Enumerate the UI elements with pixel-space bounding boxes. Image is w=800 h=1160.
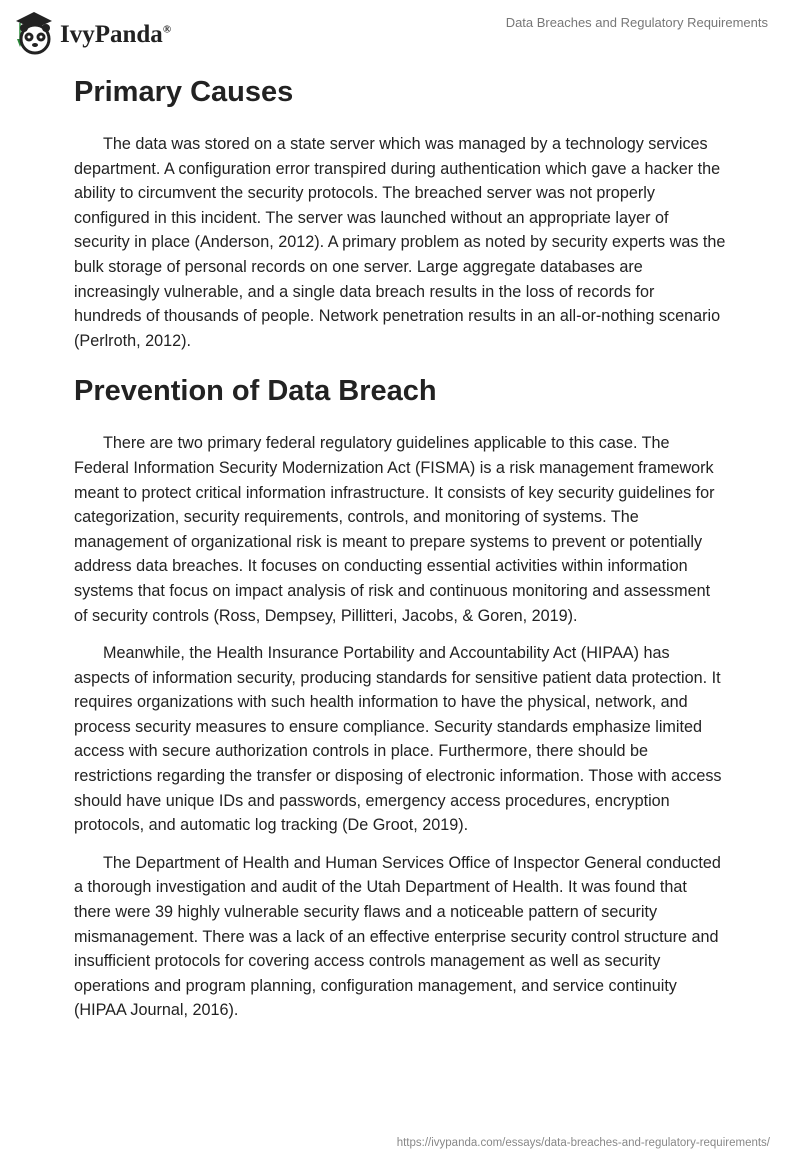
logo-text: IvyPanda® <box>60 21 172 48</box>
paragraph: The Department of Health and Human Services Office of Inspector General conducted a thorough investigation and audit of the Utah Department of Health. It was found that there were 39 highly vulnerable security flaws and a noticeable pattern of security mismanagement. There was a lack of an effective enterprise security control structure and insufficient protocols for covering access controls management as well as security operations and program planning, configuration management, and service continuity (HIPAA Journal, 2016). <box>74 853 721 1020</box>
section-heading: Primary Causes <box>74 76 294 108</box>
panda-logo-icon <box>14 9 54 55</box>
source-url[interactable]: https://ivypanda.com/essays/data-breaches-and-regulatory-requirements/ <box>396 1137 770 1149</box>
section-prevention <box>74 373 726 1023</box>
paragraph: The data was stored on a state server which was managed by a technology services department. A configuration error transpired during authentication which gave a hacker the ability to circumvent the security protocols. The breached server was not properly configured in this incident. The server was launched without an appropriate layer of security in place (Anderson, 2012). A primary problem as noted by security experts was the bulk storage of personal records on one server. Large aggregate databases are increasingly vulnerable, and a single data breach results in the loss of records for hundreds of thousands of people. Network penetration results in an all-or-nothing scenario (Perlroth, 2012). <box>74 135 726 350</box>
article-content <box>74 70 726 1036</box>
section-heading: Prevention of Data Breach <box>74 375 437 408</box>
page-header <box>0 0 800 60</box>
paragraph: There are two primary federal regulatory guidelines applicable to this case. The Federal Information Security Modernization Act (FISMA) is a risk management framework meant to protect critical information infrastructure. It consists of key security guidelines for categorization, security requirements, controls, and monitoring of systems. The management of organizational risk is meant to prepare systems to prevent or potentially address data breaches. It focuses on conducting essential activities within information systems that focus on impact analysis of risk and continuous monitoring and assessment of security controls (Ross, Dempsey, Pillitteri, Jacobs, & Goren, 2019). <box>74 434 715 625</box>
section-primary-causes <box>74 74 726 353</box>
paragraph: Meanwhile, the Health Insurance Portability and Accountability Act (HIPAA) has aspects of information security, producing standards for sensitive patient data protection. It requires organizations with such health information to have the physical, network, and process security measures to ensure compliance. Security standards emphasize limited access with secure authorization controls in place. Furthermore, there should be restrictions regarding the transfer or disposing of electronic information. Those with access should have unique IDs and passwords, emergency access procedures, encryption protocols, and automatic log tracking (De Groot, 2019). <box>74 644 722 835</box>
document-title: Data Breaches and Regulatory Requirements <box>505 15 768 30</box>
ivypanda-logo[interactable] <box>14 9 171 55</box>
